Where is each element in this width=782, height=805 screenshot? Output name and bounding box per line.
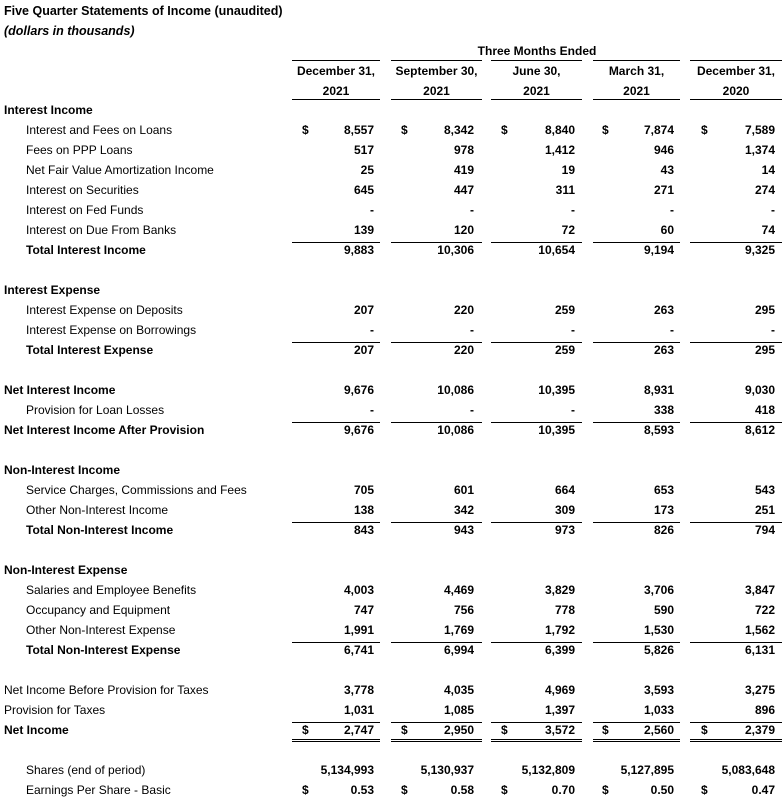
row-value: 9,883 (343, 243, 374, 257)
row-value: 9,325 (744, 243, 775, 257)
row-value: 173 (653, 503, 674, 517)
row-label: Net Income (4, 723, 69, 737)
row-value: 60 (660, 223, 674, 237)
subtotal-rule (391, 422, 482, 423)
row-value: - (370, 323, 374, 337)
subtotal-rule (593, 242, 680, 243)
header-rule (593, 60, 680, 61)
row-value: 259 (554, 303, 575, 317)
subtotal-rule (690, 342, 782, 343)
row-label: Salaries and Employee Benefits (26, 583, 197, 597)
row-value: 9,030 (744, 383, 775, 397)
row-value: 259 (554, 343, 575, 357)
row-value: 4,969 (544, 683, 575, 697)
subtotal-rule (292, 522, 380, 523)
column-header-year: 2021 (623, 84, 650, 98)
row-value: 10,654 (538, 243, 575, 257)
row-value: 5,127,895 (620, 763, 674, 777)
currency-symbol: $ (602, 723, 609, 737)
row-value: 271 (653, 183, 674, 197)
row-value: 2,560 (643, 723, 674, 737)
row-value: 309 (554, 503, 575, 517)
row-value: 3,572 (544, 723, 575, 737)
row-value: 778 (554, 603, 575, 617)
row-value: 1,033 (643, 703, 674, 717)
row-value: 517 (353, 143, 374, 157)
section-heading: Interest Expense (4, 283, 101, 297)
row-value: 9,194 (643, 243, 674, 257)
row-value: 896 (754, 703, 775, 717)
subtotal-rule (491, 342, 582, 343)
row-value: 5,134,993 (320, 763, 374, 777)
row-label: Fees on PPP Loans (26, 143, 133, 157)
row-label: Occupancy and Equipment (26, 603, 171, 617)
row-value: 4,469 (443, 583, 474, 597)
currency-symbol: $ (602, 123, 609, 137)
row-value: 3,847 (744, 583, 775, 597)
column-header-year: 2020 (722, 84, 750, 98)
row-label: Service Charges, Commissions and Fees (26, 483, 247, 497)
row-value: 311 (555, 183, 575, 197)
total-double-rule (491, 739, 582, 742)
row-value: 207 (353, 343, 374, 357)
row-value: 3,593 (643, 683, 674, 697)
column-header-period: December 31, (696, 64, 776, 78)
row-value: - (670, 203, 674, 217)
row-label: Total Non-Interest Expense (26, 643, 181, 657)
subtotal-rule (491, 522, 582, 523)
column-header-year: 2021 (322, 84, 350, 98)
row-value: 251 (754, 503, 775, 517)
currency-symbol: $ (602, 783, 609, 797)
subtotal-rule (690, 242, 782, 243)
header-rule (391, 60, 482, 61)
row-label: Other Non-Interest Income (26, 503, 169, 517)
row-value: - (370, 403, 374, 417)
row-value: 4,035 (443, 683, 474, 697)
currency-symbol: $ (401, 723, 408, 737)
row-value: 664 (554, 483, 575, 497)
row-value: 0.53 (350, 783, 374, 797)
row-value: 5,826 (643, 643, 674, 657)
row-value: 747 (353, 603, 374, 617)
row-value: 722 (754, 603, 775, 617)
row-label: Total Non-Interest Income (26, 523, 174, 537)
row-value: 139 (353, 223, 374, 237)
section-heading: Non-Interest Expense (4, 563, 128, 577)
subtotal-rule (491, 242, 582, 243)
row-value: 2,379 (744, 723, 775, 737)
row-value: 220 (453, 303, 474, 317)
total-double-rule (391, 739, 482, 742)
row-value: 8,612 (744, 423, 775, 437)
row-value: 10,306 (437, 243, 474, 257)
column-header-year: 2021 (423, 84, 450, 98)
subtotal-rule (593, 522, 680, 523)
row-label: Net Interest Income After Provision (4, 423, 205, 437)
row-value: 6,994 (443, 643, 474, 657)
row-value: - (771, 323, 775, 337)
subtotal-rule (593, 422, 680, 423)
row-value: 1,085 (443, 703, 474, 717)
row-label: Interest on Due From Banks (26, 223, 177, 237)
row-value: 5,132,809 (521, 763, 575, 777)
row-value: 3,706 (643, 583, 674, 597)
row-value: 843 (353, 523, 374, 537)
currency-symbol: $ (302, 123, 309, 137)
currency-symbol: $ (302, 723, 309, 737)
row-value: 1,374 (744, 143, 775, 157)
subtotal-rule (491, 422, 582, 423)
row-value: 338 (653, 403, 674, 417)
row-label: Total Interest Expense (26, 343, 154, 357)
row-value: 7,874 (643, 123, 674, 137)
row-label: Net Income Before Provision for Taxes (4, 683, 209, 697)
row-value: 8,931 (643, 383, 674, 397)
row-value: 946 (653, 143, 674, 157)
row-value: 6,131 (744, 643, 775, 657)
column-header-period: December 31, (296, 64, 376, 78)
row-value: - (670, 323, 674, 337)
column-header-period: March 31, (608, 64, 665, 78)
subtotal-rule (391, 642, 482, 643)
row-label: Other Non-Interest Expense (26, 623, 176, 637)
row-value: 5,130,937 (420, 763, 474, 777)
subtotal-rule (690, 722, 782, 723)
row-value: 220 (453, 343, 474, 357)
row-value: 543 (754, 483, 775, 497)
currency-symbol: $ (701, 123, 708, 137)
row-value: 4,003 (343, 583, 374, 597)
statement-title: Five Quarter Statements of Income (unaudited) (4, 4, 283, 18)
currency-symbol: $ (501, 783, 508, 797)
row-value: 10,395 (538, 383, 575, 397)
total-double-rule (292, 739, 380, 742)
row-value: - (470, 203, 474, 217)
row-value: 263 (653, 343, 674, 357)
currency-symbol: $ (401, 123, 408, 137)
row-value: 72 (561, 223, 575, 237)
row-label: Net Fair Value Amortization Income (26, 163, 214, 177)
row-value: 943 (453, 523, 474, 537)
subtotal-rule (690, 642, 782, 643)
column-header-period: September 30, (395, 64, 478, 78)
row-value: 3,778 (343, 683, 374, 697)
row-label: Total Interest Income (26, 243, 146, 257)
row-value: - (470, 323, 474, 337)
row-value: 1,991 (343, 623, 374, 637)
section-heading: Non-Interest Income (4, 463, 121, 477)
row-value: 1,530 (643, 623, 674, 637)
row-value: 418 (754, 403, 775, 417)
row-value: 9,676 (343, 383, 374, 397)
currency-symbol: $ (501, 723, 508, 737)
column-header-period: June 30, (512, 64, 561, 78)
row-value: 0.70 (551, 783, 575, 797)
currency-symbol: $ (501, 123, 508, 137)
currency-symbol: $ (701, 783, 708, 797)
currency-symbol: $ (401, 783, 408, 797)
statement-subtitle: (dollars in thousands) (4, 24, 135, 38)
row-value: 756 (453, 603, 474, 617)
header-rule (690, 60, 782, 61)
row-value: 590 (653, 603, 674, 617)
row-label: Provision for Loan Losses (26, 403, 165, 417)
period-group-header: Three Months Ended (477, 44, 597, 58)
row-value: 0.47 (751, 783, 775, 797)
subtotal-rule (593, 722, 680, 723)
column-header-year: 2021 (523, 84, 550, 98)
row-value: 10,086 (437, 383, 474, 397)
row-label: Earnings Per Share - Basic (26, 783, 171, 797)
row-value: 973 (554, 523, 575, 537)
row-value: 7,589 (744, 123, 775, 137)
subtotal-rule (391, 242, 482, 243)
row-value: 0.50 (650, 783, 674, 797)
row-label: Interest Expense on Borrowings (26, 323, 197, 337)
row-value: 8,840 (544, 123, 575, 137)
subtotal-rule (690, 422, 782, 423)
row-value: 645 (353, 183, 374, 197)
section-heading: Interest Income (4, 103, 93, 117)
subtotal-rule (292, 342, 380, 343)
row-value: 295 (754, 343, 775, 357)
header-rule (292, 60, 380, 61)
row-label: Provision for Taxes (4, 703, 106, 717)
row-value: 8,557 (343, 123, 374, 137)
row-value: 1,031 (343, 703, 374, 717)
row-value: 3,829 (544, 583, 575, 597)
total-double-rule (593, 739, 680, 742)
currency-symbol: $ (701, 723, 708, 737)
row-value: 74 (761, 223, 775, 237)
header-rule (593, 99, 680, 100)
header-rule (391, 99, 482, 100)
row-value: 9,676 (343, 423, 374, 437)
row-label: Interest on Securities (26, 183, 139, 197)
row-value: 1,769 (443, 623, 474, 637)
subtotal-rule (593, 342, 680, 343)
row-value: - (571, 203, 575, 217)
header-rule (491, 60, 582, 61)
subtotal-rule (292, 722, 380, 723)
row-value: 653 (653, 483, 674, 497)
row-value: 2,950 (443, 723, 474, 737)
row-value: 2,747 (343, 723, 374, 737)
row-value: 1,792 (544, 623, 575, 637)
row-value: 1,412 (544, 143, 575, 157)
row-value: 263 (653, 303, 674, 317)
row-label: Net Interest Income (4, 383, 116, 397)
subtotal-rule (292, 242, 380, 243)
row-value: 419 (453, 163, 474, 177)
row-value: - (571, 403, 575, 417)
row-label: Interest on Fed Funds (26, 203, 144, 217)
row-value: 0.58 (450, 783, 474, 797)
row-value: 295 (754, 303, 775, 317)
row-value: 14 (761, 163, 775, 177)
row-value: 138 (353, 503, 374, 517)
row-label: Interest and Fees on Loans (26, 123, 173, 137)
subtotal-rule (292, 422, 380, 423)
subtotal-rule (292, 642, 380, 643)
row-value: 705 (353, 483, 374, 497)
subtotal-rule (690, 522, 782, 523)
row-value: 6,741 (343, 643, 374, 657)
row-label: Interest Expense on Deposits (26, 303, 183, 317)
subtotal-rule (391, 342, 482, 343)
row-value: 6,399 (544, 643, 575, 657)
header-rule (491, 99, 582, 100)
subtotal-rule (491, 642, 582, 643)
header-rule (292, 99, 380, 100)
row-value: 3,275 (744, 683, 775, 697)
row-value: 8,593 (643, 423, 674, 437)
subtotal-rule (391, 722, 482, 723)
row-label: Shares (end of period) (26, 763, 146, 777)
row-value: 1,562 (744, 623, 775, 637)
row-value: 120 (453, 223, 474, 237)
row-value: 978 (453, 143, 474, 157)
row-value: 1,397 (544, 703, 575, 717)
row-value: - (571, 323, 575, 337)
row-value: - (771, 203, 775, 217)
row-value: - (370, 203, 374, 217)
subtotal-rule (593, 642, 680, 643)
row-value: 794 (754, 523, 775, 537)
header-rule (690, 99, 782, 100)
row-value: 10,395 (538, 423, 575, 437)
row-value: 5,083,648 (721, 763, 775, 777)
row-value: 207 (353, 303, 374, 317)
row-value: 10,086 (437, 423, 474, 437)
subtotal-rule (391, 522, 482, 523)
row-value: 447 (453, 183, 474, 197)
row-value: 601 (453, 483, 474, 497)
row-value: 8,342 (443, 123, 474, 137)
currency-symbol: $ (302, 783, 309, 797)
row-value: 25 (360, 163, 374, 177)
total-double-rule (690, 739, 782, 742)
row-value: 274 (754, 183, 775, 197)
row-value: 826 (653, 523, 674, 537)
row-value: 342 (453, 503, 474, 517)
row-value: 19 (561, 163, 575, 177)
row-value: 43 (660, 163, 674, 177)
row-value: - (470, 403, 474, 417)
subtotal-rule (491, 722, 582, 723)
